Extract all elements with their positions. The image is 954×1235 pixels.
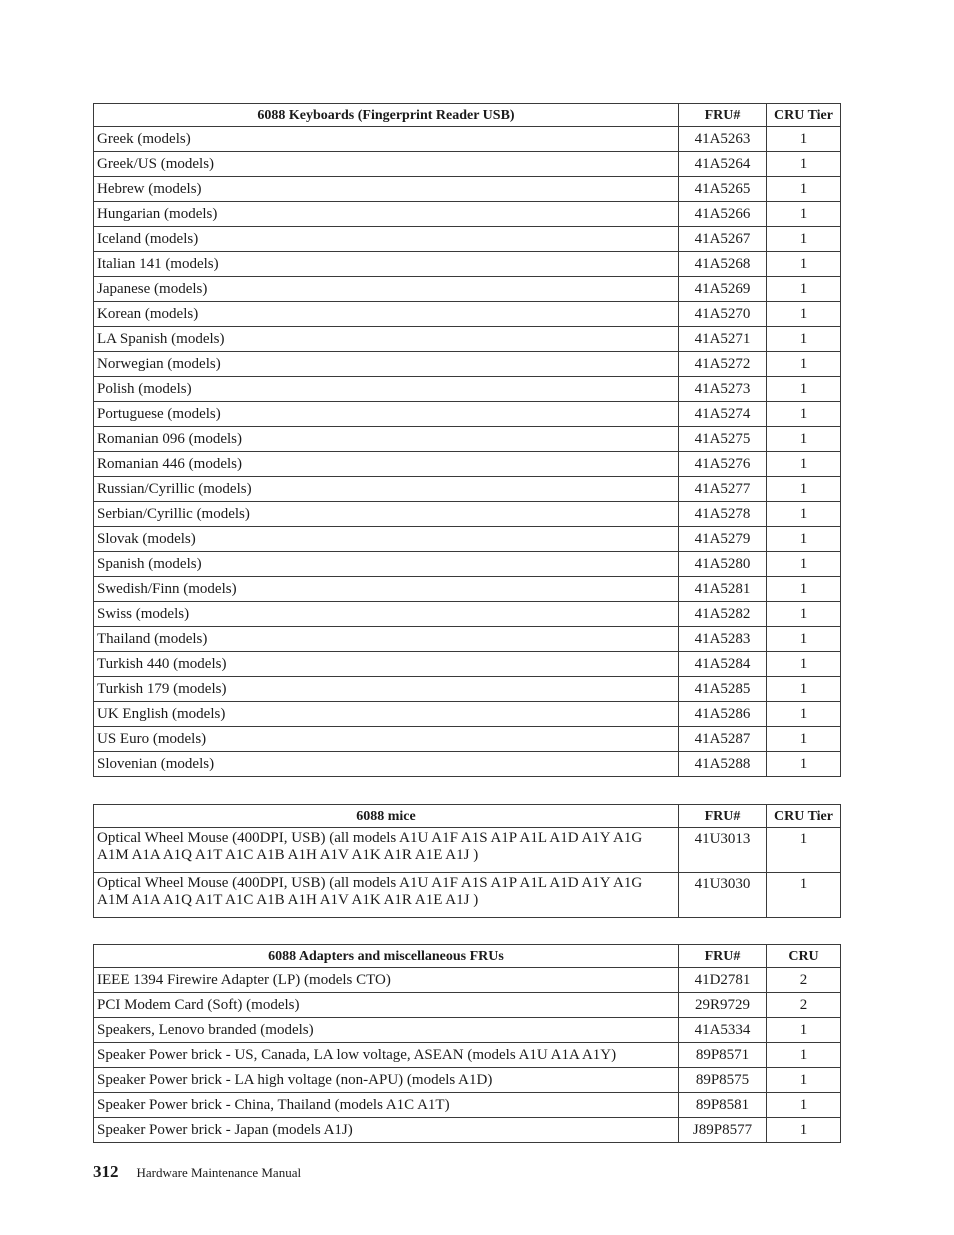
fru-number: 41A5271 (679, 327, 767, 352)
fru-number: 41A5287 (679, 727, 767, 752)
cru-tier: 1 (767, 177, 841, 202)
part-description: Russian/Cyrillic (models) (94, 477, 679, 502)
cru-tier: 1 (767, 502, 841, 527)
cru-tier: 1 (767, 452, 841, 477)
cru-tier: 1 (767, 1068, 841, 1093)
table-row (94, 1043, 841, 1068)
keyboards-table (93, 103, 841, 777)
table-row (94, 602, 841, 627)
fru-number: 89P8575 (679, 1068, 767, 1093)
part-description: Thailand (models) (94, 627, 679, 652)
fru-number: 41A5272 (679, 352, 767, 377)
cru-tier: 1 (767, 873, 841, 918)
fru-number: 41A5278 (679, 502, 767, 527)
part-description: Turkish 440 (models) (94, 652, 679, 677)
fru-number: 41A5277 (679, 477, 767, 502)
fru-number: 41A5267 (679, 227, 767, 252)
table-row (94, 327, 841, 352)
cru-tier: 1 (767, 828, 841, 873)
table-row (94, 377, 841, 402)
part-description: Speaker Power brick - LA high voltage (non-APU) (models A1D) (94, 1068, 679, 1093)
table-row (94, 277, 841, 302)
fru-number: 41A5264 (679, 152, 767, 177)
cru-tier: 1 (767, 1093, 841, 1118)
cru-tier: 1 (767, 227, 841, 252)
part-description: Swiss (models) (94, 602, 679, 627)
manual-title: Hardware Maintenance Manual (136, 1165, 302, 1180)
cru-tier: 1 (767, 727, 841, 752)
part-description: Japanese (models) (94, 277, 679, 302)
part-description: Speaker Power brick - Japan (models A1J) (94, 1118, 679, 1143)
table-row (94, 993, 841, 1018)
cru-tier: 1 (767, 627, 841, 652)
cru-tier: 1 (767, 327, 841, 352)
cru-tier: 1 (767, 127, 841, 152)
part-description: Portuguese (models) (94, 402, 679, 427)
part-description: US Euro (models) (94, 727, 679, 752)
part-description: Romanian 096 (models) (94, 427, 679, 452)
table-row (94, 502, 841, 527)
cru-tier: 1 (767, 1043, 841, 1068)
fru-number: 41U3013 (679, 828, 767, 873)
table-header-row (94, 104, 841, 127)
fru-number: 41A5276 (679, 452, 767, 477)
column-header-fru: FRU# (679, 805, 767, 828)
column-header-description: 6088 mice (94, 805, 679, 828)
fru-number: 41A5269 (679, 277, 767, 302)
table-header-row (94, 945, 841, 968)
part-description: Italian 141 (models) (94, 252, 679, 277)
fru-number: 41A5274 (679, 402, 767, 427)
fru-number: 41A5285 (679, 677, 767, 702)
table-row (94, 302, 841, 327)
fru-number: J89P8577 (679, 1118, 767, 1143)
cru-tier: 2 (767, 993, 841, 1018)
table-row (94, 828, 841, 873)
table-row (94, 1068, 841, 1093)
part-description: IEEE 1394 Firewire Adapter (LP) (models CTO) (94, 968, 679, 993)
table-row (94, 252, 841, 277)
cru-tier: 1 (767, 552, 841, 577)
cru-tier: 1 (767, 152, 841, 177)
column-header-cru: CRU (767, 945, 841, 968)
cru-tier: 1 (767, 402, 841, 427)
part-description: Speakers, Lenovo branded (models) (94, 1018, 679, 1043)
cru-tier: 1 (767, 527, 841, 552)
mice-table (93, 804, 841, 918)
fru-number: 41A5334 (679, 1018, 767, 1043)
table-row (94, 968, 841, 993)
cru-tier: 1 (767, 1018, 841, 1043)
cru-tier: 1 (767, 1118, 841, 1143)
table-row (94, 677, 841, 702)
column-header-cru: CRU Tier (767, 104, 841, 127)
fru-number: 41A5265 (679, 177, 767, 202)
part-description: Slovenian (models) (94, 752, 679, 777)
fru-number: 41A5279 (679, 527, 767, 552)
fru-number: 41A5283 (679, 627, 767, 652)
fru-number: 41A5263 (679, 127, 767, 152)
table-row (94, 702, 841, 727)
part-description: Turkish 179 (models) (94, 677, 679, 702)
table-row (94, 577, 841, 602)
fru-number: 41A5275 (679, 427, 767, 452)
cru-tier: 1 (767, 677, 841, 702)
cru-tier: 1 (767, 577, 841, 602)
fru-number: 41A5282 (679, 602, 767, 627)
cru-tier: 1 (767, 702, 841, 727)
table-row (94, 127, 841, 152)
fru-number: 41A5273 (679, 377, 767, 402)
part-description: Norwegian (models) (94, 352, 679, 377)
table-row (94, 1118, 841, 1143)
part-description: Serbian/Cyrillic (models) (94, 502, 679, 527)
part-description: Optical Wheel Mouse (400DPI, USB) (all models A1U A1F A1S A1P A1L A1D A1Y A1G A1M A1A A1Q A1T A1C A1B A1H A1V A1K A1R A1E A1J ) (94, 828, 679, 873)
cru-tier: 1 (767, 352, 841, 377)
fru-number: 41A5280 (679, 552, 767, 577)
fru-number: 89P8581 (679, 1093, 767, 1118)
table-row (94, 427, 841, 452)
page-content (93, 103, 840, 1143)
page-footer (93, 1162, 301, 1182)
part-description: Polish (models) (94, 377, 679, 402)
cru-tier: 1 (767, 377, 841, 402)
column-header-description: 6088 Adapters and miscellaneous FRUs (94, 945, 679, 968)
table-row (94, 452, 841, 477)
page-number: 312 (93, 1162, 119, 1181)
part-description: Greek/US (models) (94, 152, 679, 177)
fru-number: 41A5286 (679, 702, 767, 727)
cru-tier: 1 (767, 427, 841, 452)
column-header-fru: FRU# (679, 945, 767, 968)
cru-tier: 1 (767, 652, 841, 677)
adapters-table (93, 944, 841, 1143)
fru-number: 41D2781 (679, 968, 767, 993)
table-row (94, 552, 841, 577)
table-row (94, 527, 841, 552)
cru-tier: 1 (767, 477, 841, 502)
part-description: UK English (models) (94, 702, 679, 727)
fru-number: 41A5266 (679, 202, 767, 227)
fru-number: 41U3030 (679, 873, 767, 918)
part-description: Swedish/Finn (models) (94, 577, 679, 602)
cru-tier: 1 (767, 602, 841, 627)
table-row (94, 352, 841, 377)
cru-tier: 2 (767, 968, 841, 993)
fru-number: 41A5281 (679, 577, 767, 602)
table-row (94, 177, 841, 202)
column-header-cru: CRU Tier (767, 805, 841, 828)
table-row (94, 202, 841, 227)
column-header-fru: FRU# (679, 104, 767, 127)
part-description: Hebrew (models) (94, 177, 679, 202)
table-row (94, 873, 841, 918)
part-description: Romanian 446 (models) (94, 452, 679, 477)
part-description: Spanish (models) (94, 552, 679, 577)
fru-number: 41A5268 (679, 252, 767, 277)
fru-number: 89P8571 (679, 1043, 767, 1068)
table-row (94, 1093, 841, 1118)
part-description: Slovak (models) (94, 527, 679, 552)
fru-number: 41A5288 (679, 752, 767, 777)
table-row (94, 402, 841, 427)
part-description: Greek (models) (94, 127, 679, 152)
fru-number: 41A5284 (679, 652, 767, 677)
part-description: Korean (models) (94, 302, 679, 327)
table-row (94, 152, 841, 177)
table-row (94, 627, 841, 652)
table-row (94, 752, 841, 777)
cru-tier: 1 (767, 252, 841, 277)
table-row (94, 727, 841, 752)
table-row (94, 1018, 841, 1043)
fru-number: 41A5270 (679, 302, 767, 327)
cru-tier: 1 (767, 277, 841, 302)
table-row (94, 477, 841, 502)
cru-tier: 1 (767, 202, 841, 227)
fru-number: 29R9729 (679, 993, 767, 1018)
part-description: Speaker Power brick - US, Canada, LA low voltage, ASEAN (models A1U A1A A1Y) (94, 1043, 679, 1068)
part-description: Optical Wheel Mouse (400DPI, USB) (all models A1U A1F A1S A1P A1L A1D A1Y A1G A1M A1A A1Q A1T A1C A1B A1H A1V A1K A1R A1E A1J ) (94, 873, 679, 918)
column-header-description: 6088 Keyboards (Fingerprint Reader USB) (94, 104, 679, 127)
part-description: PCI Modem Card (Soft) (models) (94, 993, 679, 1018)
cru-tier: 1 (767, 302, 841, 327)
part-description: Hungarian (models) (94, 202, 679, 227)
cru-tier: 1 (767, 752, 841, 777)
part-description: Iceland (models) (94, 227, 679, 252)
part-description: Speaker Power brick - China, Thailand (models A1C A1T) (94, 1093, 679, 1118)
table-row (94, 652, 841, 677)
table-row (94, 227, 841, 252)
table-header-row (94, 805, 841, 828)
part-description: LA Spanish (models) (94, 327, 679, 352)
